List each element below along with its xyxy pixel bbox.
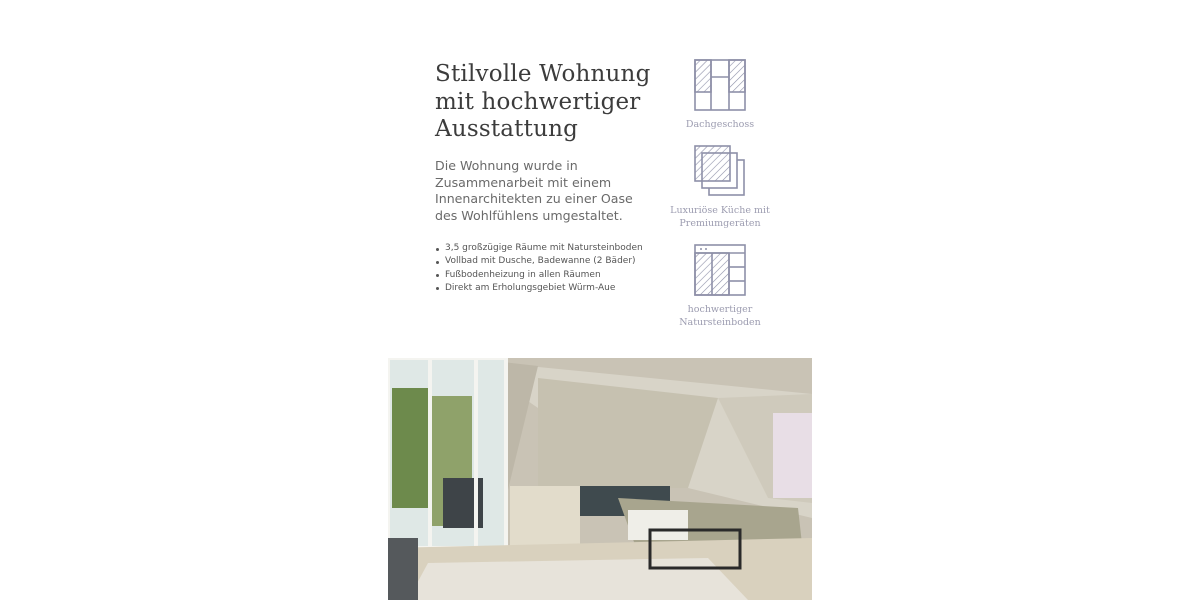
title-line: Ausstattung (435, 116, 579, 142)
list-item: 3,5 großzügige Räume mit Natursteinboden (445, 242, 643, 255)
feature-label (650, 205, 790, 230)
feature-kueche (650, 145, 790, 230)
label-line: Luxuriöse Küche mit (670, 205, 770, 216)
title-line: mit hochwertiger (435, 88, 641, 115)
floorplan-icon (694, 59, 746, 111)
feature-label: Dachgeschoss (685, 119, 755, 130)
list-item: Vollbad mit Dusche, Badewanne (2 Bäder) (445, 255, 643, 268)
living-room-photo (388, 358, 812, 600)
feature-naturstein (650, 244, 790, 329)
feature-label (650, 304, 790, 329)
label-line: hochwertiger (687, 304, 753, 315)
label-line: Natursteinboden (679, 316, 761, 328)
floor-tiles-icon (694, 244, 746, 296)
list-item: Fußbodenheizung in allen Räumen (445, 269, 643, 282)
feature-list (435, 242, 643, 295)
kitchen-layers-icon (694, 145, 746, 197)
title-line: Stilvolle Wohnung (435, 61, 651, 87)
feature-dachgeschoss (650, 59, 790, 132)
list-item: Direkt am Erholungsgebiet Würm-Aue (445, 282, 643, 295)
intro-text: Die Wohnung wurde in Zusammenarbeit mit einem Innenarchitekten zu einer Oase des Wohlfühlens umgestaltet. (435, 158, 633, 223)
label-line: Premiumgeräten (679, 217, 761, 229)
page-title (435, 61, 651, 144)
